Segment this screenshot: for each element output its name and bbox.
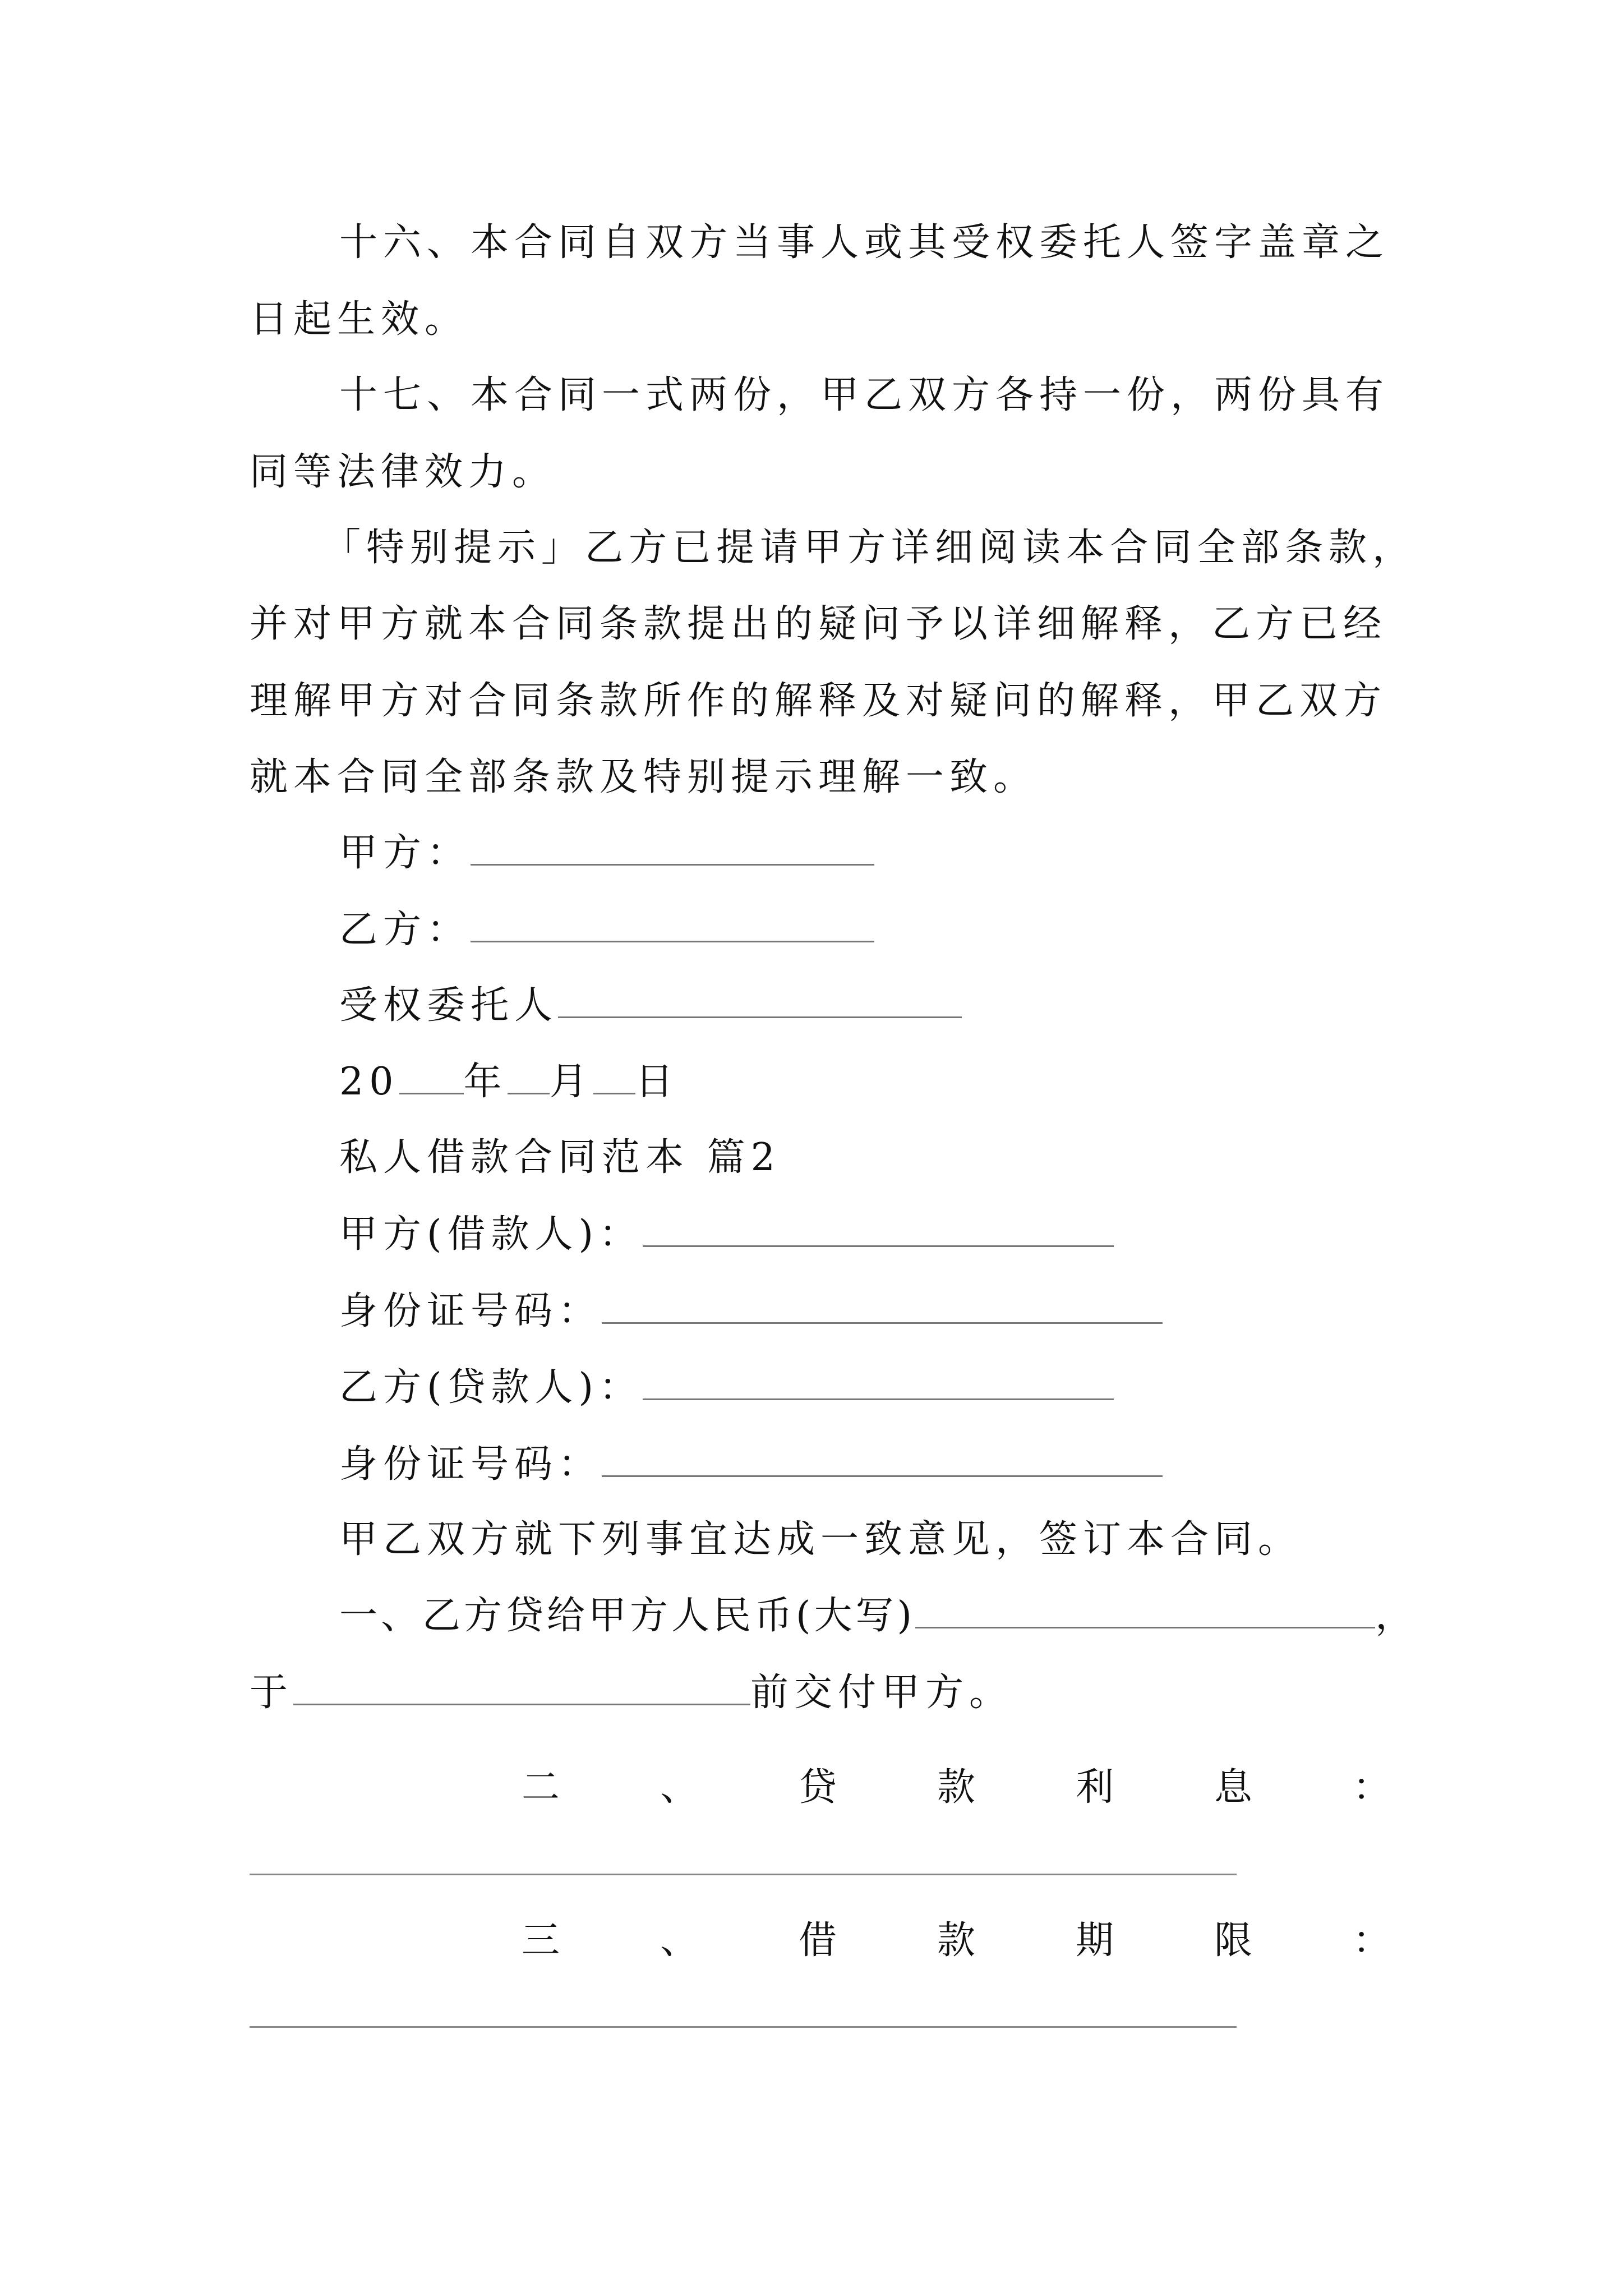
- date-year-blank[interactable]: [399, 1053, 464, 1094]
- interest-blank-line[interactable]: [250, 1874, 1237, 1875]
- clause-17-line-2: 同等法律效力。: [250, 450, 556, 494]
- clause-2-char: 款: [937, 1765, 975, 1810]
- clause-3-char: 、: [660, 1918, 698, 1963]
- agent-blank[interactable]: [558, 977, 962, 1018]
- clause-2-char: 息: [1214, 1765, 1252, 1810]
- clause-2-char: 利: [1075, 1765, 1114, 1810]
- lender-id-label: 身份证号码：: [339, 1442, 602, 1487]
- delivery-date-blank[interactable]: [293, 1664, 750, 1705]
- clause-3-char: 限: [1214, 1918, 1252, 1963]
- borrower-id-blank[interactable]: [602, 1283, 1163, 1324]
- clause-3-char: 三: [522, 1918, 560, 1963]
- signature-date: [339, 1053, 679, 1110]
- party-a-label: 甲方：: [339, 831, 471, 875]
- borrower-row: [339, 1206, 1114, 1263]
- clause-16-line-1: 十六、本合同自双方当事人或其受权委托人签字盖章之: [339, 220, 1390, 265]
- clause-16-line-2: 日起生效。: [250, 297, 469, 342]
- notice-line-1: 「特别提示」乙方已提请甲方详细阅读本合同全部条款，: [322, 526, 1417, 570]
- clause-1-yu: 于: [250, 1671, 294, 1715]
- clause-2-char: 贷: [798, 1765, 837, 1810]
- clause-1-text: 一、乙方贷给甲方人民币(大写): [339, 1594, 916, 1638]
- clause-3-heading: [522, 1913, 1391, 1969]
- party-a-blank[interactable]: [471, 825, 874, 866]
- clause-2-heading: [522, 1760, 1391, 1816]
- lender-id-row: [339, 1436, 1163, 1493]
- notice-line-2: 并对甲方就本合同条款提出的疑问予以详细解释，乙方已经: [250, 602, 1387, 646]
- party-a-signature: [339, 825, 874, 881]
- borrower-label: 甲方(借款人)：: [339, 1212, 643, 1257]
- borrower-id-label: 身份证号码：: [339, 1289, 602, 1333]
- clause-3-char: 期: [1075, 1918, 1114, 1963]
- lender-id-blank[interactable]: [602, 1436, 1163, 1477]
- clause-1-comma: ，: [1375, 1594, 1417, 1638]
- date-day-label: 日: [635, 1060, 679, 1104]
- loan-term-blank-line[interactable]: [250, 2026, 1237, 2028]
- borrower-id-row: [339, 1283, 1163, 1340]
- clause-1-ending: 前交付甲方。: [750, 1671, 1013, 1715]
- date-year-label: 年: [463, 1060, 508, 1104]
- party-b-label: 乙方：: [339, 908, 471, 952]
- clause-2-char: ：: [1352, 1765, 1391, 1810]
- lender-row: [339, 1359, 1114, 1416]
- date-century: 20: [339, 1060, 399, 1104]
- date-month-blank[interactable]: [508, 1053, 550, 1094]
- clause-3-char: ：: [1352, 1918, 1391, 1963]
- borrower-blank[interactable]: [643, 1206, 1114, 1247]
- clause-2-char: 二: [522, 1765, 560, 1810]
- agent-label: 受权委托人: [339, 983, 559, 1028]
- clause-1-line-2: [250, 1664, 1013, 1721]
- lender-blank[interactable]: [643, 1359, 1114, 1400]
- loan-amount-blank[interactable]: [915, 1588, 1375, 1628]
- notice-line-3: 理解甲方对合同条款所作的解释及对疑问的解释，甲乙双方: [250, 679, 1387, 723]
- agreement-statement: 甲乙双方就下列事宜达成一致意见，签订本合同。: [339, 1517, 1302, 1562]
- party-b-signature: [339, 901, 874, 958]
- agent-signature: [339, 977, 962, 1034]
- notice-line-4: 就本合同全部条款及特别提示理解一致。: [250, 755, 1038, 799]
- clause-3-char: 款: [937, 1918, 975, 1963]
- party-b-blank[interactable]: [471, 901, 874, 942]
- lender-label: 乙方(贷款人)：: [339, 1365, 643, 1410]
- clause-2-char: 、: [660, 1765, 698, 1810]
- clause-17-line-1: 十七、本合同一式两份，甲乙双方各持一份，两份具有: [339, 373, 1390, 417]
- date-day-blank[interactable]: [593, 1053, 635, 1094]
- clause-3-char: 借: [798, 1918, 837, 1963]
- date-month-label: 月: [549, 1060, 593, 1104]
- clause-1-line-1: [339, 1588, 1417, 1644]
- section-2-title: 私人借款合同范本 篇2: [339, 1135, 781, 1180]
